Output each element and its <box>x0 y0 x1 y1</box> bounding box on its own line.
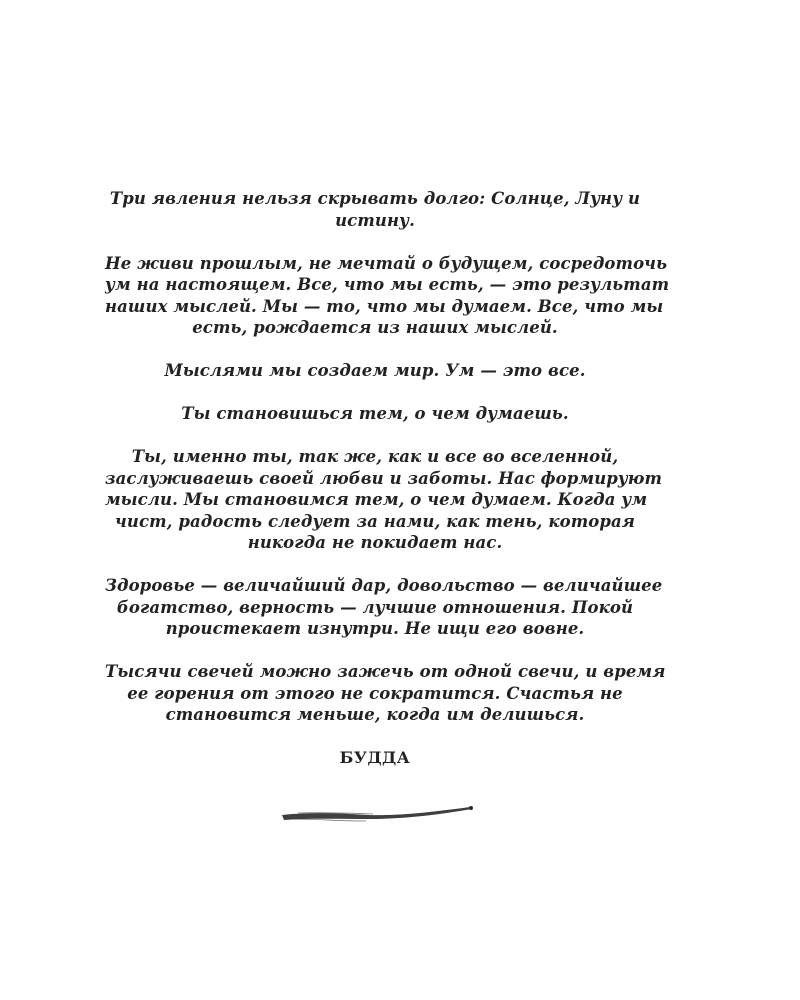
quote-line: Здоровье — величайший дар, довольство — величайшее <box>105 576 663 595</box>
quote-line: богатство, верность — лучшие отношения. Покой <box>116 597 634 617</box>
quote-line: мысли. Мы становимся тем, о чем думаем. Когда ум <box>105 490 648 509</box>
quote-line: истину. <box>335 210 415 230</box>
quote-line: ее горения от этого не сократится. Счастья не <box>127 683 623 703</box>
quote-line: проистекает изнутри. Не ищи его вовне. <box>165 619 585 638</box>
quote-line: заслуживаешь своей любви и заботы. Нас формируют <box>105 468 663 488</box>
quotes-block <box>105 188 670 769</box>
quote-line: Ты становишься тем, о чем думаешь. <box>181 404 569 423</box>
quote-line: Мыслями мы создаем мир. Ум — это все. <box>164 361 586 380</box>
quote-3 <box>105 360 645 382</box>
quote-7 <box>105 661 666 726</box>
author-name: БУДДА <box>339 748 411 767</box>
quote-line: наших мыслей. Мы — то, что мы думаем. Все, что мы <box>105 296 664 316</box>
quote-line: Не живи прошлым, не мечтай о будущем, сосредоточь <box>105 253 668 273</box>
quote-line: Тысячи свечей можно зажечь от одной свечи, и время <box>105 662 666 681</box>
quote-line: есть, рождается из наших мыслей. <box>192 318 558 337</box>
quote-line: ум на настоящем. Все, что мы есть, — это результат <box>105 275 670 294</box>
quote-1 <box>105 188 645 231</box>
quote-5 <box>105 446 663 554</box>
quote-line: Три явления нельзя скрывать долго: Солнце, Луну и <box>109 189 641 208</box>
quote-line: чист, радость следует за нами, как тень, которая <box>114 511 636 531</box>
quote-line: Ты, именно ты, так же, как и все во вселенной, <box>131 447 619 466</box>
quote-line: становится меньше, когда им делишься. <box>165 705 585 724</box>
brush-stroke-dot <box>469 806 473 810</box>
quote-line: никогда не покидает нас. <box>247 533 503 552</box>
brush-stroke-ornament <box>278 803 478 829</box>
quote-6 <box>105 575 663 640</box>
quote-4 <box>105 403 645 425</box>
quote-2 <box>105 253 670 339</box>
